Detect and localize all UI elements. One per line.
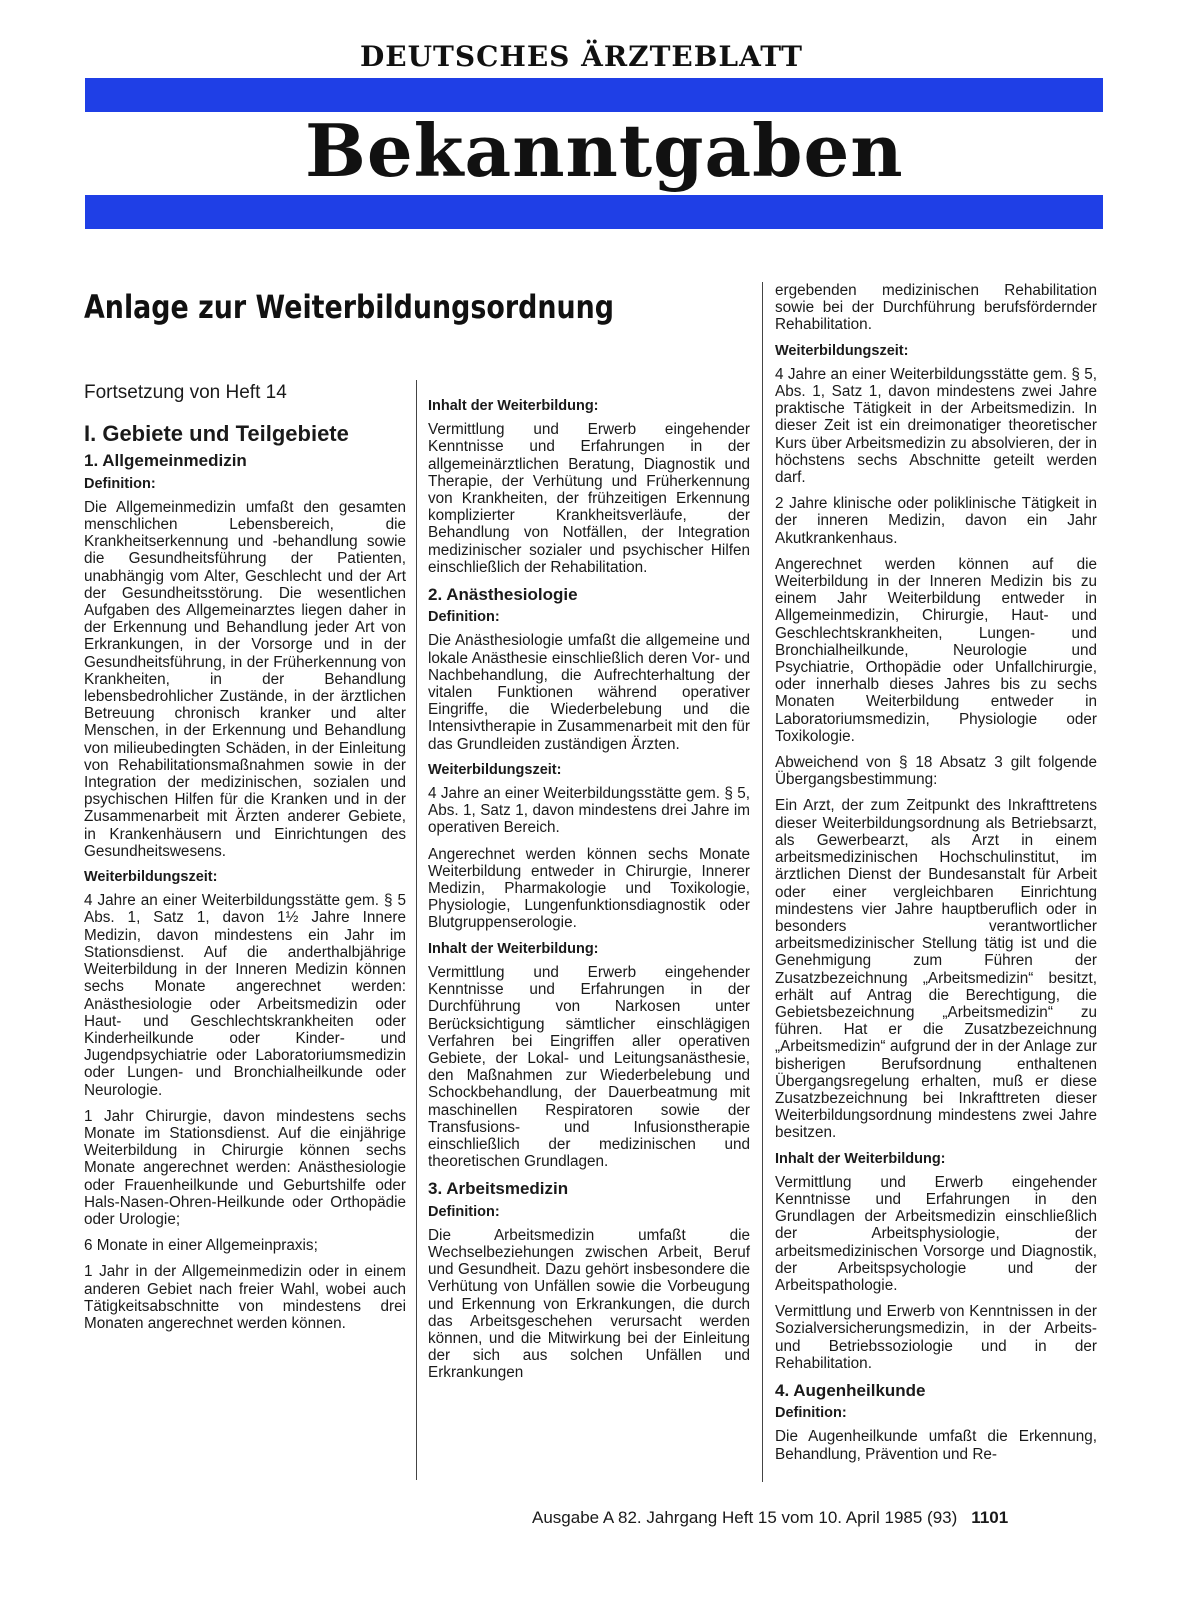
subsection-heading: 4. Augenheilkunde — [775, 1380, 926, 1400]
paragraph: 4 Jahre an einer Weiterbildungsstätte gem. § 5, Abs. 1, Satz 1, davon mindestens drei Jahre im operativen Bereich. — [428, 785, 750, 837]
subsection-heading: 2. Anästhesiologie — [428, 585, 578, 605]
paragraph: 1 Jahr Chirurgie, davon mindestens sechs Monate im Stationsdienst. Auf die einjährige Weiterbildung in Chirurgie können sechs Monate angerechnet werden: Anästhesiologie oder Frauenheilkunde und Geburtshilfe oder Hals-Nasen-Ohren-Heilkunde oder Orthopädie oder Urologie; — [84, 1107, 406, 1228]
label-definition: Definition: — [428, 609, 500, 626]
paragraph: 4 Jahre an einer Weiterbildungsstätte gem. § 5 Abs. 1, Satz 1, davon 1½ Jahre Innere Medizin, davon mindestens ein Jahr im Stationsdienst. Auf die anderthalbjährige Weiterbildung in der Inneren Medizin können sechs Monate angerechnet werden: Anästhesiologie oder Arbeitsmedizin oder Haut- und Geschlechtskrankheiten oder Kinderheilkunde oder Kinder- und Jugendpsychiatrie oder Laboratoriumsmedizin oder Lungen- und Bronchialheilkunde oder Neurologie. — [84, 892, 406, 1099]
paragraph: Angerechnet werden können auf die Weiterbildung in der Inneren Medizin bis zu einem Jahr Weiterbildung entweder in Allgemeinmedizin, Chirurgie, Haut- und Geschlechtskrankheiten, Lungen- und Bronchialheilkunde, Neurologie und Psychiatrie, Orthopädie oder Unfallchirurgie, oder innerhalb dieses Jahres bis zu sechs Monaten Weiterbildung entweder in Laboratoriumsmedizin, Physiologie oder Toxikologie. — [775, 555, 1097, 745]
paragraph: Die Anästhesiologie umfaßt die allgemeine und lokale Anästhesie einschließlich deren Vor- und Nachbehandlung, die Aufrechterhaltung der vitalen Funktionen während operativer Eingriffe, die Wiederbelebung und die Intensivtherapie in Zusammenarbeit mit den für das Grundleiden zuständigen Ärzten. — [428, 632, 750, 753]
paragraph: 2 Jahre klinische oder poliklinische Tätigkeit in der inneren Medizin, davon ein Jahr Akutkrankenhaus. — [775, 495, 1097, 547]
label-inhalt: Inhalt der Weiterbildung: — [428, 398, 599, 414]
label-weiterbildungszeit: Weiterbildungszeit: — [428, 761, 562, 778]
paragraph: Angerechnet werden können sechs Monate Weiterbildung entweder in Chirurgie, Innerer Medizin, Pharmakologie und Toxikologie, Physiologie, Lungenfunktionsdiagnostik oder Blutgruppenserologie. — [428, 845, 750, 932]
edition-info: Ausgabe A 82. Jahrgang Heft 15 vom 10. April 1985 (93) — [532, 1508, 958, 1527]
label-definition: Definition: — [84, 475, 156, 492]
column-2 — [428, 392, 750, 1391]
label-definition: Definition: — [428, 1203, 500, 1220]
paragraph: Ein Arzt, der zum Zeitpunkt des Inkrafttretens dieser Weiterbildungsordnung als Betriebsarzt, als Gewerbearzt, als Arzt in einem arbeitsmedizinischen Hochschulinstitut, im ärztlichen Dienst der Bundesanstalt für Arbeit oder einer vergleichbaren Einrichtung mindestens vier Jahre hauptberuflich oder in besonders verantwortlicher arbeitsmedizinischer Stellung tätig ist und die Genehmigung zum Führen der Zusatzbezeichnung „Arbeitsmedizin“ besitzt, erhält auf Antrag die Berechtigung, die Gebietsbezeichnung „Arbeitsmedizin“ zu führen. Hat er die Zusatzbezeichnung „Arbeitsmedizin“ aufgrund der in der Anlage zur bisherigen Berufsordnung enthaltenen Übergangsregelung erhalten, muß er diese Zusatzbezeichnung bei Inkrafttreten dieser Weiterbildungsordnung mindestens zwei Jahre besitzen. — [775, 797, 1097, 1142]
label-inhalt: Inhalt der Weiterbildung: — [775, 1150, 946, 1167]
label-weiterbildungszeit: Weiterbildungszeit: — [775, 342, 909, 359]
page-number: 1101 — [971, 1508, 1009, 1527]
subsection-heading: 1. Allgemeinmedizin — [84, 451, 247, 471]
column-divider — [762, 282, 763, 1482]
paragraph: Vermittlung und Erwerb eingehender Kenntnisse und Erfahrungen in der allgemeinärztlichen Beratung, Diagnostik und Therapie, der Verhütung und Früherkennung von Krankheiten, der frühzeitigen Erkennung komplizierter Krankheitsverläufe, der Behandlung von Notfällen, der Integration medizinischer sozialer und psychischer Hilfen einschließlich der Rehabilitation. — [428, 421, 750, 576]
paragraph: Vermittlung und Erwerb von Kenntnissen in der Sozialversicherungsmedizin, in der Arbeits- und Betriebssoziologie und in der Rehabilitation. — [775, 1303, 1097, 1372]
paragraph: 4 Jahre an einer Weiterbildungsstätte gem. § 5, Abs. 1, Satz 1, davon mindestens zwei Jahre praktische Tätigkeit in der Arbeitsmedizin. In dieser Zeit ist ein dreimonatiger theoretischer Kurs über Arbeitsmedizin zu absolvieren, der in höchstens sechs Abschnitte geteilt werden darf. — [775, 365, 1097, 487]
section-title: Bekanntgaben — [305, 108, 904, 193]
masthead-band-top — [85, 78, 1103, 112]
paragraph: Abweichend von § 18 Absatz 3 gilt folgende Übergangsbestimmung: — [775, 754, 1097, 789]
paragraph: 1 Jahr in der Allgemeinmedizin oder in einem anderen Gebiet nach freier Wahl, wobei auch Tätigkeitsabschnitte von mindestens drei Monaten angerechnet werden können. — [84, 1263, 406, 1332]
page-footer — [532, 1508, 1008, 1528]
column-divider — [416, 380, 417, 1480]
label-inhalt: Inhalt der Weiterbildung: — [428, 940, 599, 957]
paragraph: Vermittlung und Erwerb eingehender Kenntnisse und Erfahrungen in der Durchführung von Narkosen unter Berücksichtigung sämtlicher einschlägigen Verfahren bei Eingriffen aller operativen Gebiete, der Lokal- und Leitungsanästhesie, den Maßnahmen zur Wiederbelebung und Schockbehandlung, der Dauerbeatmung mit maschinellen Respiratoren sowie der Transfusions- und Infusionstherapie einschließlich der medizinischen und theoretischen Grundlagen. — [428, 963, 750, 1171]
subsection-heading: 3. Arbeitsmedizin — [428, 1179, 569, 1199]
publication-name: DEUTSCHES ÄRZTEBLATT — [360, 40, 803, 73]
paragraph: Vermittlung und Erwerb eingehender Kenntnisse und Erfahrungen in den Grundlagen der Arbeitsmedizin einschließlich der Arbeitsphysiologie, der arbeitsmedizinischen Vorsorge und Diagnostik, der Arbeitspsychologie und der Arbeitspathologie. — [775, 1173, 1097, 1294]
column-1 — [84, 372, 406, 1341]
paragraph: 6 Monate in einer Allgemeinpraxis; — [84, 1237, 318, 1255]
article-title: Anlage zur Weiterbildungsordnung — [84, 288, 615, 326]
paragraph: ergebenden medizinischen Rehabilitation sowie bei der Durchführung berufsfördernder Rehabilitation. — [775, 282, 1097, 334]
column-3 — [775, 282, 1097, 1472]
section-heading: I. Gebiete und Teilgebiete — [84, 421, 349, 447]
paragraph: Die Augenheilkunde umfaßt die Erkennung, Behandlung, Prävention und Re- — [775, 1428, 1097, 1463]
masthead-band-bottom — [85, 195, 1103, 229]
label-weiterbildungszeit: Weiterbildungszeit: — [84, 869, 218, 886]
label-definition: Definition: — [775, 1405, 847, 1422]
paragraph: Die Arbeitsmedizin umfaßt die Wechselbeziehungen zwischen Arbeit, Beruf und Gesundheit. Dazu gehört insbesondere die Verhütung von Unfällen sowie die Vorbeugung und Erkennung von Erkrankungen, die durch das Arbeitsgeschehen verursacht werden können, und die Mitwirkung bei der Einleitung der sich aus solchen Unfällen und Erkrankungen — [428, 1226, 750, 1382]
continuation-note: Fortsetzung von Heft 14 — [84, 382, 287, 403]
paragraph: Die Allgemeinmedizin umfaßt den gesamten menschlichen Lebensbereich, die Krankheitserkennung und -behandlung sowie die Gesundheitsführung der Patienten, unabhängig vom Alter, Geschlecht und der Art der Gesundheitsstörung. Die wesentlichen Aufgaben des Allgemeinarztes liegen daher in der Erkennung und Behandlung jeder Art von Erkrankungen, in der Vorsorge und in der Gesundheitsführung, in der Früherkennung von Krankheiten, in der Behandlung lebensbedrohlicher Zustände, in der ärztlichen Betreuung chronisch kranker und alter Menschen, in der Erkennung und Behandlung von milieubedingten Schäden, in der Einleitung von Rehabilitationsmaßnahmen sowie in der Integration der medizinischen, sozialen und psychischen Hilfen für die Kranken und in der Zusammenarbeit mit Ärzten anderer Gebiete, in Krankenhäusern und Einrichtungen des Gesundheitswesens. — [84, 498, 406, 860]
